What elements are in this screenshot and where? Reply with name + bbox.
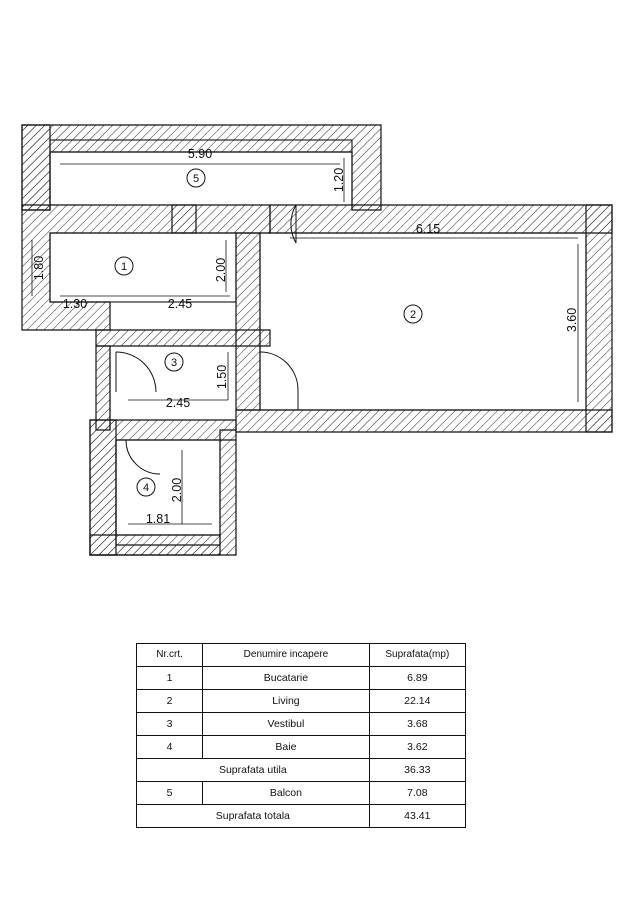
cell-nr: 5 — [137, 782, 203, 805]
dim-balcony-width: 1.20 — [332, 167, 346, 193]
table-row — [137, 690, 466, 713]
cell-total-area-value: 43.41 — [369, 805, 465, 828]
cell-usable-area-value: 36.33 — [369, 759, 465, 782]
cell-total-area-label: Suprafata totala — [137, 805, 370, 828]
header-room-name: Denumire incapere — [203, 644, 369, 667]
table-row-total-area — [137, 805, 466, 828]
cell-nr: 4 — [137, 736, 203, 759]
table-row — [137, 713, 466, 736]
cell-nr: 2 — [137, 690, 203, 713]
room-marker-4: 4 — [142, 482, 150, 494]
table-row — [137, 736, 466, 759]
header-nr: Nr.crt. — [137, 644, 203, 667]
dim-balcony-length: 5.90 — [187, 147, 213, 161]
table-row-balcony — [137, 782, 466, 805]
dim-bath-width: 1.81 — [145, 512, 171, 526]
cell-area: 7.08 — [369, 782, 465, 805]
cell-usable-area-label: Suprafata utila — [137, 759, 370, 782]
cell-nr: 3 — [137, 713, 203, 736]
cell-room-name: Bucatarie — [203, 667, 369, 690]
dim-living-length: 6.15 — [415, 222, 441, 236]
areas-table — [136, 643, 466, 828]
table-header-row — [137, 644, 466, 667]
room-marker-3: 3 — [170, 357, 178, 369]
cell-room-name: Vestibul — [203, 713, 369, 736]
cell-area: 6.89 — [369, 667, 465, 690]
cell-room-name: Living — [203, 690, 369, 713]
dim-living-depth: 3.60 — [565, 307, 579, 333]
dim-kitchen-depth: 1.80 — [32, 255, 46, 281]
cell-area: 22.14 — [369, 690, 465, 713]
areas-table-container — [136, 643, 466, 828]
room-marker-1: 1 — [120, 261, 128, 273]
table-row — [137, 667, 466, 690]
cell-nr: 1 — [137, 667, 203, 690]
table-row-usable-area — [137, 759, 466, 782]
dim-bath-depth: 2.00 — [170, 477, 184, 503]
header-area: Suprafata(mp) — [369, 644, 465, 667]
dim-kitchen-length: 2.45 — [167, 297, 193, 311]
dim-hall-depth: 1.50 — [215, 364, 229, 390]
cell-area: 3.68 — [369, 713, 465, 736]
cell-room-name: Baie — [203, 736, 369, 759]
room-marker-5: 5 — [192, 173, 200, 185]
cell-room-name: Balcon — [203, 782, 369, 805]
room-marker-2: 2 — [409, 309, 417, 321]
cell-area: 3.62 — [369, 736, 465, 759]
dim-kitchen-right-wall: 2.00 — [214, 257, 228, 283]
dim-hall-length: 2.45 — [165, 396, 191, 410]
wall-hatching — [22, 125, 612, 555]
dim-kitchen-width: 1.30 — [62, 297, 88, 311]
